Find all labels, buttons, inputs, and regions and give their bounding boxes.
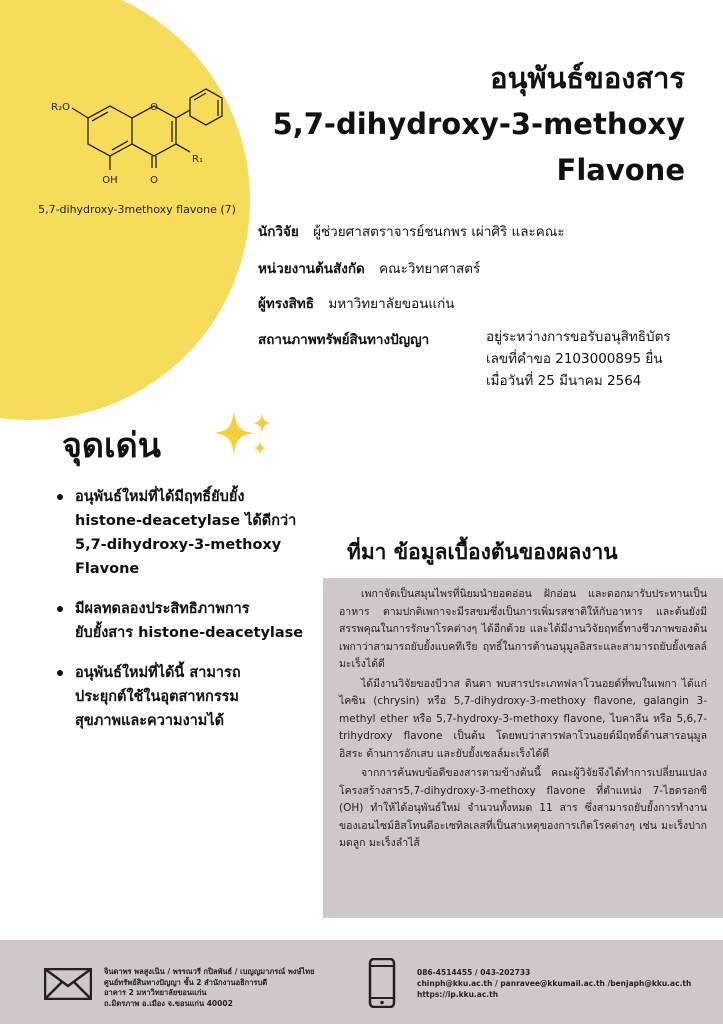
footer-org: ศูนย์ทรัพย์สินทางปัญญา ชั้น 2 สำนักงานอธิการบดี — [104, 977, 268, 987]
background-paragraph-3: จากการค้นพบข้อดีของสารตามข้างต้นนี้ คณะผู้วิจัยจึงได้ทำการเปลี่ยนแปลงโครงสร้างสาร5,7-dihydroxy-3-methoxy flavone ที่ตำแหน่ง 7-ไฮดรอกซี (OH) ทำให้ได้อนุพันธ์ใหม่ จำนวนทั้งหมด 11 สาร ซึ่งสามารถยับยั้งการทำงานของเอนไซม์ฮิสโทนดีอะเซทิลเลสที่เป็นสาเหตุของการเกิดโรคต่างๆ เช่น มะเร็งปากมดลูก มะเร็งลำไส้ — [339, 767, 707, 849]
status-value: อยู่ระหว่างการขอรับอนุสิทธิบัตร เลขที่คำขอ 2103000895 ยื่น เมื่อวันที่ 25 มีนาคม 2564 — [486, 329, 671, 389]
unit-value: คณะวิทยาศาสตร์ — [379, 261, 481, 277]
sparkle-icon — [208, 405, 276, 465]
highlights-heading: จุดเด่น — [62, 426, 161, 466]
molecule-caption: 5,7-dihydroxy-3methoxy flavone (7) — [38, 203, 236, 216]
phone-icon — [368, 958, 396, 1008]
highlight-item: อนุพันธ์ใหม่ที่ได้นี้ สามารถ ประยุกต์ใช้ในอุตสาหกรรม สุขภาพและความงามได้ — [55, 661, 315, 733]
researcher-row — [258, 220, 565, 242]
title-line-3: Flavone — [556, 153, 685, 187]
unit-label: หน่วยงานต้นสังกัด — [258, 261, 365, 277]
researcher-value: ผู้ช่วยศาสตราจารย์ชนกพร เผ่าศิริ และคณะ — [313, 224, 565, 240]
footer — [0, 940, 723, 1024]
background-heading: ที่มา ข้อมูลเบื้องต้นของผลงาน — [347, 540, 618, 564]
footer-contact-digital — [417, 967, 717, 1000]
status-label: สถานภาพทรัพย์สินทางปัญญา — [258, 332, 430, 348]
carbonyl-oxygen-label: O — [150, 175, 158, 186]
flavone-structure-diagram — [30, 88, 240, 198]
footer-emails[interactable]: chinph@kku.ac.th / panravee@kkumail.ac.th /benjaph@kku.ac.th — [417, 979, 692, 988]
footer-address: ถ.มิตรภาพ อ.เมือง จ.ขอนแก่น 40002 — [104, 998, 233, 1008]
background-paragraph-1: เพกาจัดเป็นสมุนไพรที่นิยมนำยอดอ่อน ฝักอ่อน และดอกมารับประทานเป็นอาหาร ตามปกติเพกาจะมีรสขมซึ่งเป็นการเพิ่มรสชาติให้กับอาหาร และต้นยังมีสรรพคุณในการรักษาโรคต่างๆ ได้อีกด้วย และได้มีงานวิจัยฤทธิ์ทางชีวภาพของต้นเพกาว่าสามารถยับยั้งแบคทีเรีย ฤทธิ์ในการต้านอนุมูลอิสระและสามารถยับยั้งเซลล์มะเร็งได้ดี — [339, 588, 707, 670]
background-panel — [323, 578, 723, 918]
r2o-label: R₂O — [51, 102, 70, 113]
footer-building: อาคาร 2 มหาวิทยาลัยขอนแก่น — [104, 988, 207, 997]
owner-label: ผู้ทรงสิทธิ — [258, 296, 315, 312]
ring-oxygen-label: O — [150, 102, 158, 113]
researcher-label: นักวิจัย — [258, 224, 299, 240]
background-paragraph-2: ได้มีงานวิจัยของบีวาส ดินดา พบสารประเภทฟลาโวนอยด์ที่พบในเพกา ได้แก่ ไคซิน (chrysin) หรือ 5,7-dihydroxy-3-methoxy flavone, galangin 3-methyl ether หรือ 5,7-hydroxy-3-methoxy flavone, ไบคาลีน หรือ 5,6,7-trihydroxy flavone เป็นต้น โดยพบว่าสารฟลาโวนอยด์มีฤทธิ์ต้านสารอนุมูลอิสระ ต้านการอักเสบ และยับยั้งเซลล์มะเร็งได้ดี — [339, 677, 707, 760]
unit-row — [258, 257, 480, 279]
footer-contact-address — [104, 967, 364, 1009]
r1-label: R₁ — [192, 154, 203, 165]
page-title — [245, 55, 685, 193]
mail-icon — [44, 968, 92, 1000]
footer-phone: 086-4514455 / 043-202733 — [417, 968, 531, 977]
highlight-item: อนุพันธ์ใหม่ที่ได้มีฤทธิ์ยับยั้ง histone-deacetylase ได้ดีกว่า 5,7-dihydroxy-3-methoxy Flavone — [55, 485, 315, 581]
owner-value: มหาวิทยาลัยขอนแก่น — [328, 296, 455, 312]
owner-row — [258, 292, 455, 314]
background-text — [339, 586, 707, 855]
hydroxyl-label: OH — [102, 175, 118, 186]
footer-website[interactable]: https://ip.kku.ac.th — [417, 990, 499, 999]
title-line-1: อนุพันธ์ของสาร — [490, 61, 685, 95]
title-line-2: 5,7-dihydroxy-3-methoxy — [272, 107, 685, 141]
highlights-list — [55, 485, 315, 749]
footer-names: จินดาพร พลสูงเนิน / พรรณวรี กปิลพันธ์ / เบญญมาภรณ์ พงษ์ไทย — [104, 967, 315, 976]
highlight-item: มีผลทดลองประสิทธิภาพการ ยับยั้งสาร histone-deacetylase — [55, 597, 315, 645]
status-row — [258, 328, 698, 389]
